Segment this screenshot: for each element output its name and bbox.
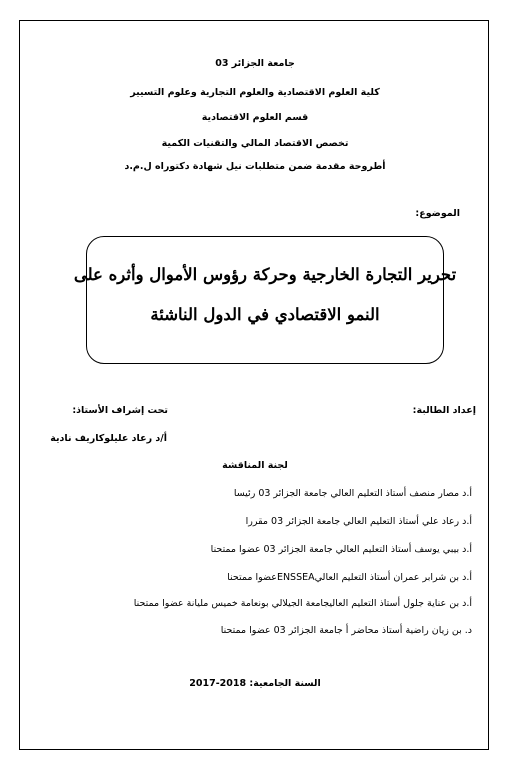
thesis-title-line-2: النمو الاقتصادي في الدول الناشئة <box>150 305 380 324</box>
committee-member: أ.د مصار منصف أستاذ التعليم العالي جامعة الجزائر 03 رئيسا <box>233 488 472 499</box>
committee-member: أ.د رعاد علي أستاذ التعليم العالي جامعة الجزائر 03 مقررا <box>245 516 472 527</box>
thesis-statement: أطروحة مقدمة ضمن متطلبات نيل شهادة دكتوراه ل.م.د <box>124 161 386 172</box>
committee-member: أ.د بيبي يوسف أستاذ التعليم العالي جامعة الجزائر 03 عضوا ممتحنا <box>210 544 472 555</box>
supervision-label: تحت إشراف الأستاذ: <box>72 405 168 416</box>
page-border <box>19 20 489 750</box>
committee-member: أ.د بن عناية جلول أستاذ التعليم العاليجامعة الجيلالي بونعامة خميس مليانة عضوا ممتحنا <box>133 598 472 609</box>
thesis-title-line-1: تحرير التجارة الخارجية وحركة رؤوس الأموال وأثره على <box>73 265 457 284</box>
department-name: قسم العلوم الاقتصادية <box>201 112 309 123</box>
specialty-name: تخصص الاقتصاد المالي والتقنيات الكمية <box>161 138 349 149</box>
academic-year-value: 2017-2018 <box>189 678 247 689</box>
subject-label: الموضوع: <box>415 208 460 219</box>
supervisor-name: أ/د رعاد عليلوكاريف نادية <box>50 433 167 444</box>
academic-year-label: السنة الجامعية: <box>249 678 321 689</box>
academic-year-line <box>30 678 480 689</box>
committee-member: د. بن زيان راضية أستاذ محاضر أ جامعة الجزائر 03 عضوا ممتحنا <box>220 625 472 636</box>
university-name: جامعة الجزائر 03 <box>215 58 295 69</box>
committee-title: لجنة المناقشة <box>222 460 288 471</box>
thesis-title-box <box>73 236 457 364</box>
prepared-by-label: إعداد الطالبة: <box>412 405 476 416</box>
faculty-name: كلية العلوم الاقتصادية والعلوم التجارية وعلوم التسيير <box>130 87 380 98</box>
committee-member: أ.د بن شرابر عمران أستاذ التعليم العاليENSSEAعضوا ممتحنا <box>227 572 472 583</box>
